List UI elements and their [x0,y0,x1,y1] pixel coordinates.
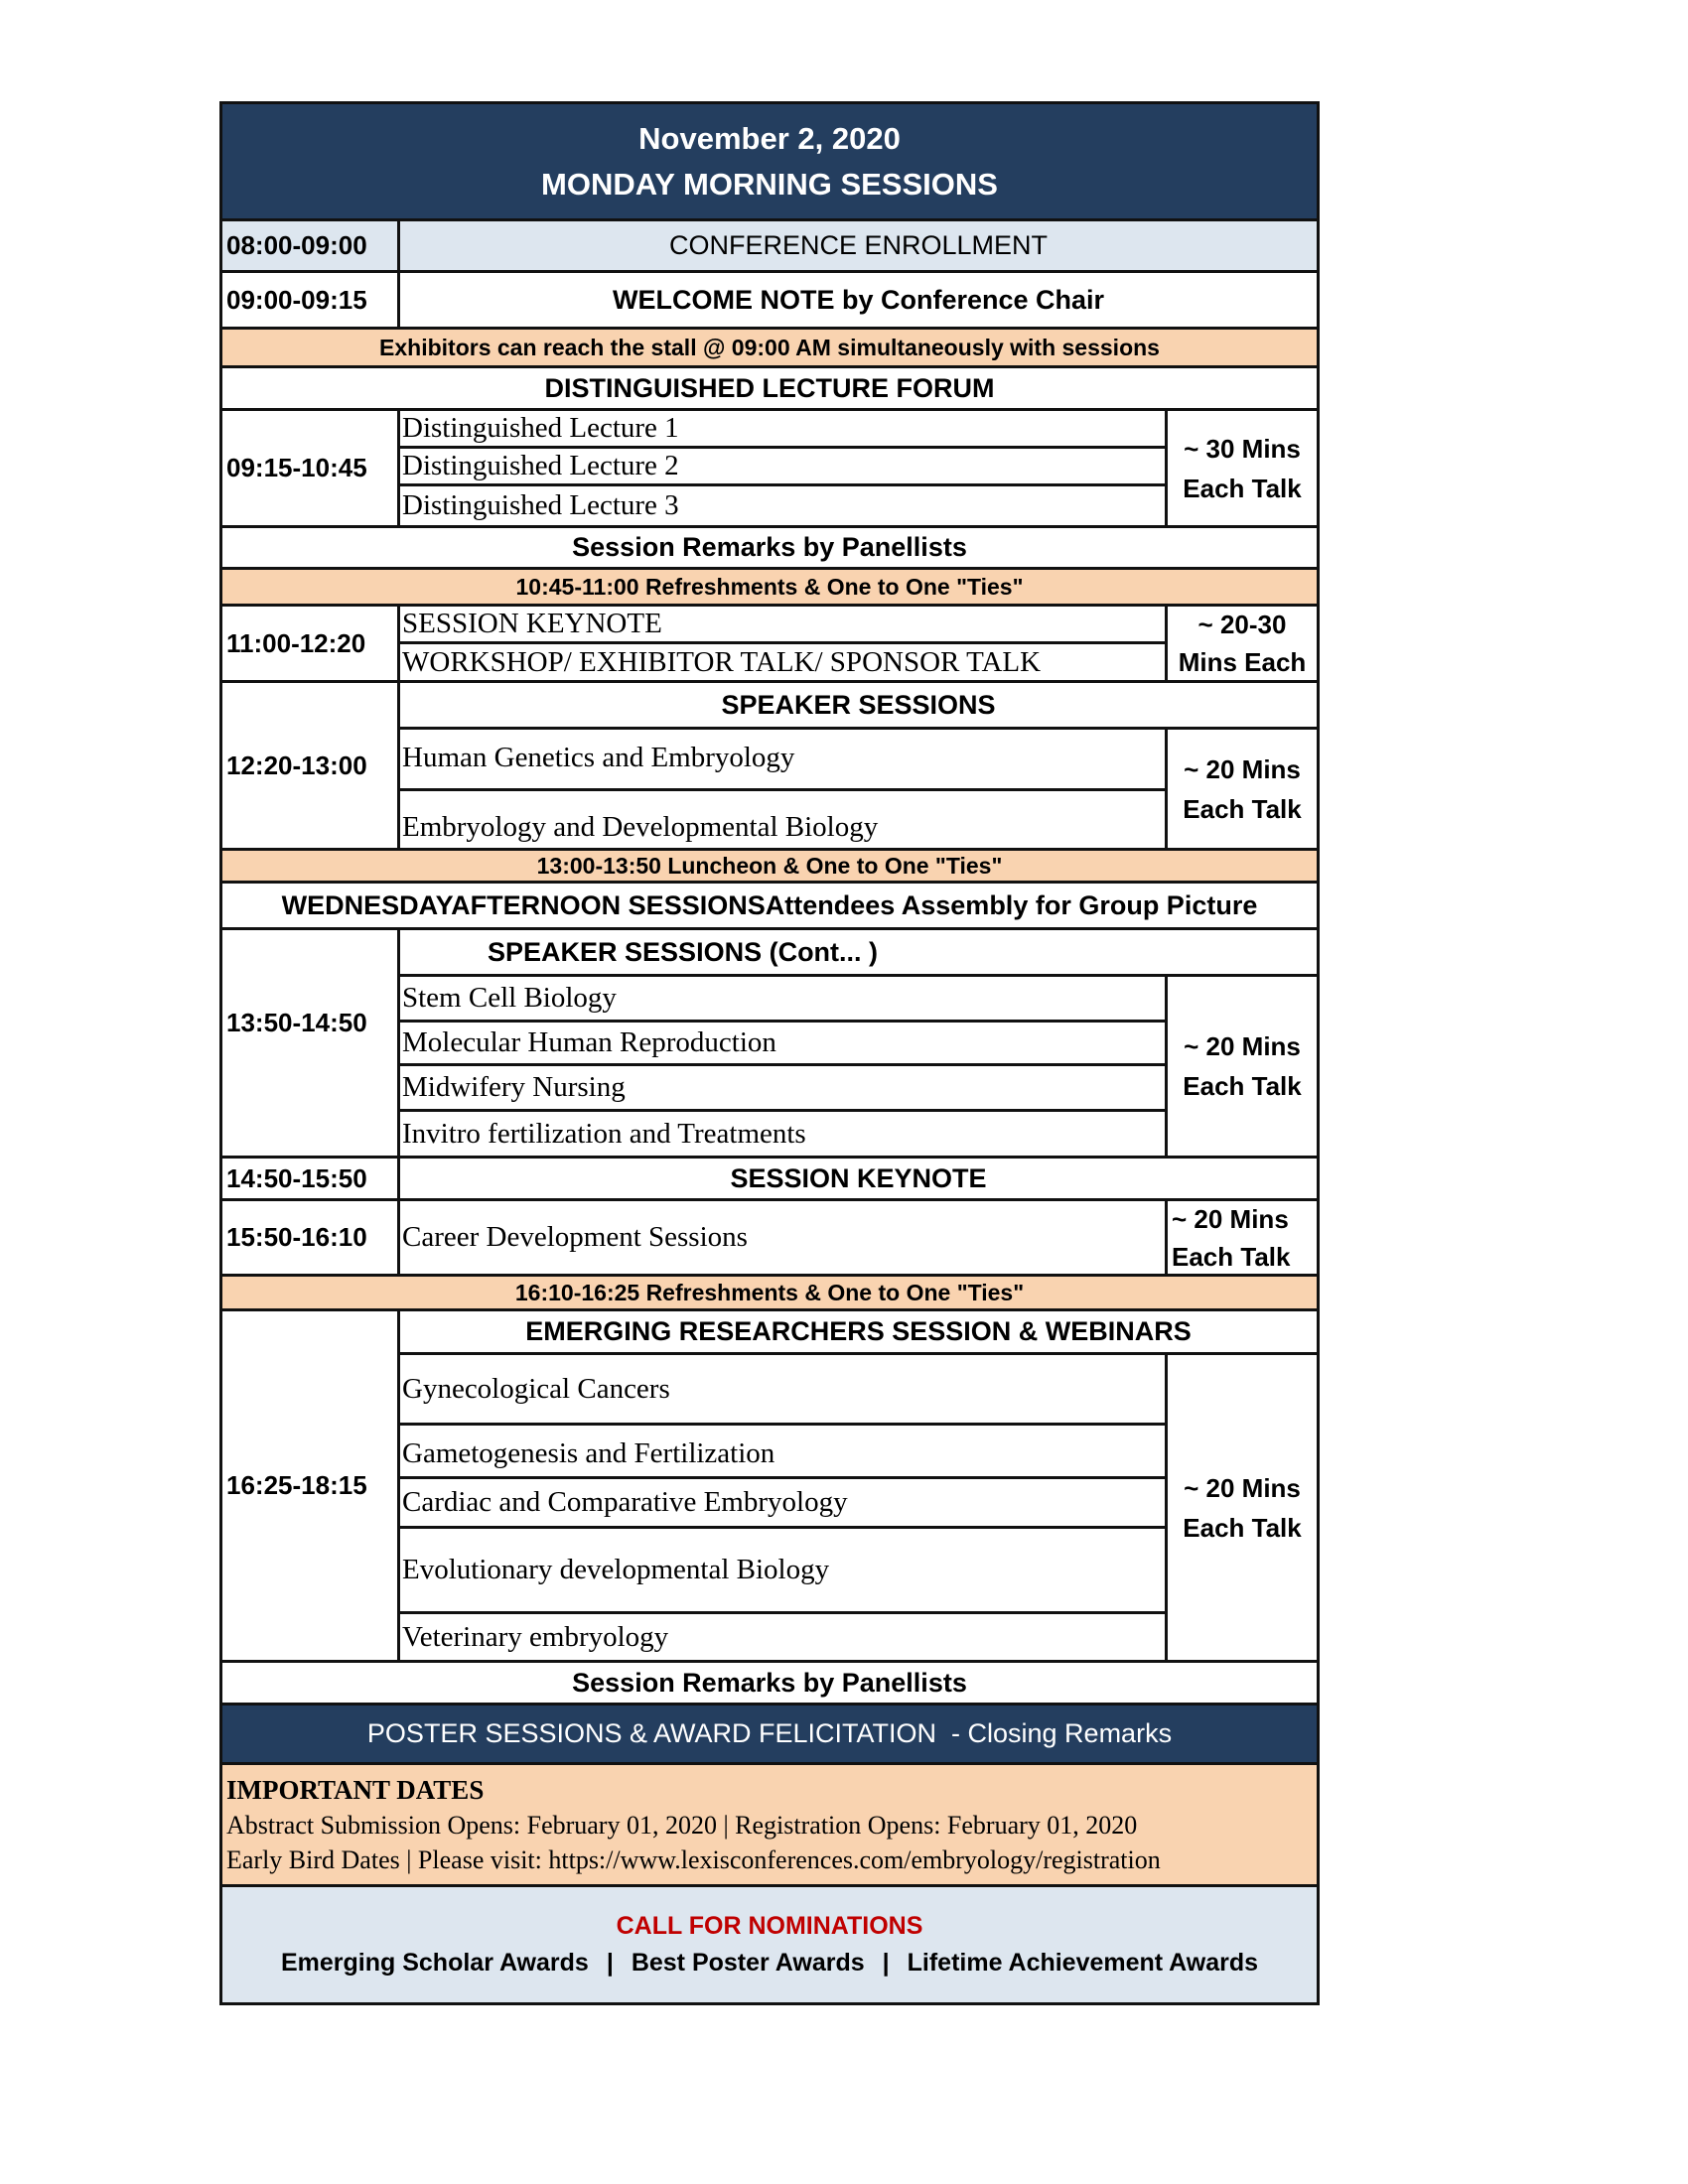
welcome-time: 09:00-09:15 [219,270,400,330]
schedule-header [219,101,1320,221]
keynote-duration [1165,604,1320,683]
call-for-nominations [219,1884,1320,2005]
award-lifetime-achievement: Lifetime Achievement Awards [907,1949,1258,1977]
forum-duration-line-1: ~ 30 Mins [1184,433,1301,464]
career-duration [1165,1198,1320,1277]
cont-item-1: Stem Cell Biology [397,974,1168,1023]
speaker-item-1: Human Genetics and Embryology [397,727,1168,791]
cont-item-2: Molecular Human Reproduction [397,1020,1168,1066]
speaker-duration-line-1: ~ 20 Mins [1184,753,1301,784]
refreshments-1: 10:45-11:00 Refreshments & One to One "Ties" [219,567,1320,607]
cont-time: 13:50-14:50 [219,927,400,1119]
forum-duration [1165,408,1320,528]
schedule-table [219,101,1320,2005]
award-best-poster: Best Poster Awards [631,1949,865,1977]
speaker-duration [1165,727,1320,851]
lecture-3: Distinguished Lecture 3 [397,483,1168,528]
emerging-item-3: Cardiac and Comparative Embryology [397,1476,1168,1529]
lecture-2: Distinguished Lecture 2 [397,446,1168,486]
header-date: November 2, 2020 [638,120,901,156]
forum-duration-line-2: Each Talk [1183,473,1302,503]
career-duration-line-1: ~ 20 Mins [1172,1203,1289,1234]
forum-time: 09:15-10:45 [219,408,400,528]
speaker-title: SPEAKER SESSIONS [397,680,1320,730]
cont-duration-line-1: ~ 20 Mins [1184,1031,1301,1061]
speaker-time: 12:20-13:00 [219,680,400,851]
important-dates [219,1762,1320,1887]
forum-title: DISTINGUISHED LECTURE FORUM [219,365,1320,411]
speaker-duration-line-2: Each Talk [1183,793,1302,824]
cont-title: SPEAKER SESSIONS (Cont... ) [397,927,1320,977]
welcome-label: WELCOME NOTE by Conference Chair [397,270,1320,330]
cont-item-4: Invitro fertilization and Treatments [397,1109,1168,1159]
speaker-item-2: Embryology and Developmental Biology [397,788,1168,851]
career-label: Career Development Sessions [397,1198,1168,1277]
afternoon-banner [219,881,1320,930]
cont-duration [1165,974,1320,1159]
keynote-duration-line-1: ~ 20-30 [1197,610,1287,639]
emerging-item-2: Gametogenesis and Fertilization [397,1423,1168,1479]
cont-time-lower [219,1116,400,1159]
emerging-duration [1165,1352,1320,1663]
keynote-item-1: SESSION KEYNOTE [397,604,1168,644]
emerging-time: 16:25-18:15 [219,1308,400,1663]
cont-duration-line-2: Each Talk [1183,1071,1302,1101]
luncheon: 13:00-13:50 Luncheon & One to One "Ties" [219,848,1320,884]
career-time: 15:50-16:10 [219,1198,400,1277]
emerging-item-5: Veterinary embryology [397,1611,1168,1663]
emerging-title: EMERGING RESEARCHERS SESSION & WEBINARS [397,1308,1320,1355]
important-dates-line-1: Abstract Submission Opens: February 01, 2020 | Registration Opens: February 01, 2020 [226,1810,1138,1840]
emerging-item-1: Gynecological Cancers [397,1352,1168,1426]
session-remarks-1: Session Remarks by Panellists [219,525,1320,570]
emerging-item-4: Evolutionary developmental Biology [397,1526,1168,1614]
refreshments-2: 16:10-16:25 Refreshments & One to One "Ties" [219,1274,1320,1311]
award-emerging-scholar: Emerging Scholar Awards [280,1949,589,1977]
important-dates-line-2: Early Bird Dates | Please visit: https://www.lexisconferences.com/embryology/registration [226,1844,1161,1874]
enrollment-time: 08:00-09:00 [219,218,400,273]
keynote2-time: 14:50-15:50 [219,1156,400,1201]
enrollment-label: CONFERENCE ENROLLMENT [397,218,1320,273]
important-dates-heading: IMPORTANT DATES [226,1774,485,1805]
keynote-time: 11:00-12:20 [219,604,400,683]
lecture-1: Distinguished Lecture 1 [397,408,1168,449]
header-title: MONDAY MORNING SESSIONS [541,166,998,202]
keynote-duration-line-2: Mins Each [1178,647,1307,677]
exhibitors-note: Exhibitors can reach the stall @ 09:00 AM simultaneously with sessions [219,327,1320,368]
afternoon-banner-left: WEDNESDAYAFTERNOON SESSIONS [281,889,766,920]
awards-list [281,1945,1258,1981]
poster-sessions-bar: POSTER SESSIONS & AWARD FELICITATION - Closing Remarks [219,1703,1320,1765]
cont-item-3: Midwifery Nursing [397,1063,1168,1112]
career-duration-line-2: Each Talk [1172,1241,1291,1272]
nominations-heading: CALL FOR NOMINATIONS [616,1912,923,1940]
session-remarks-2: Session Remarks by Panellists [219,1660,1320,1706]
award-separator: | [606,1949,614,1977]
emerging-duration-line-2: Each Talk [1183,1512,1302,1543]
emerging-duration-line-1: ~ 20 Mins [1184,1472,1301,1503]
keynote-item-2: WORKSHOP/ EXHIBITOR TALK/ SPONSOR TALK [397,641,1168,683]
afternoon-banner-right: Attendees Assembly for Group Picture [765,889,1258,920]
keynote2-label: SESSION KEYNOTE [397,1156,1320,1201]
award-separator: | [882,1949,890,1977]
